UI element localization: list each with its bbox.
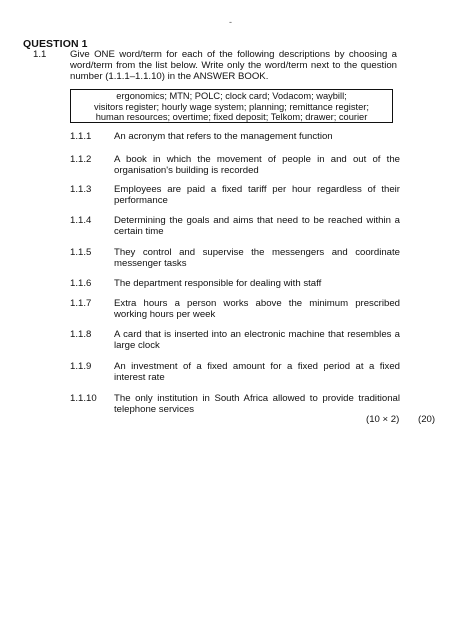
sub-question-number: 1.1 (33, 49, 47, 60)
word-list-line: ergonomics; MTN; POLC; clock card; Vodacom; waybill; (116, 91, 347, 101)
item-number: 1.1.10 (70, 393, 97, 404)
item-number: 1.1.4 (70, 215, 92, 226)
item-text: The department responsible for dealing with staff (114, 278, 322, 289)
marks-total: (20) (418, 414, 436, 425)
item-number: 1.1.1 (70, 131, 92, 142)
item-number: 1.1.5 (70, 247, 92, 258)
question-title: QUESTION 1 (23, 38, 88, 50)
item-text: Determining the goals and aims that need to be reached within a certain time (114, 215, 400, 237)
item-number: 1.1.2 (70, 154, 92, 165)
word-list-line: visitors register; hourly wage system; planning; remittance register; (94, 101, 369, 112)
item-text: An acronym that refers to the management function (114, 131, 333, 142)
item-number: 1.1.7 (70, 298, 92, 309)
item-number: 1.1.9 (70, 361, 92, 372)
item-number: 1.1.3 (70, 184, 92, 195)
marks-calculation: (10 × 2) (366, 414, 400, 425)
item-text: They control and supervise the messengers and coordinate messenger tasks (114, 247, 400, 269)
item-text: Extra hours a person works above the minimum prescribed working hours per week (114, 298, 400, 320)
item-number: 1.1.6 (70, 278, 92, 289)
word-list-box (70, 89, 393, 123)
question-instructions: Give ONE word/term for each of the following descriptions by choosing a word/term from the list below. Write only the word/term next to the question number (1.1.1–1.1.10) in the ANSWER BOOK. (70, 49, 397, 82)
item-text: Employees are paid a fixed tariff per hour regardless of their performance (114, 184, 400, 206)
item-text: A card that is inserted into an electronic machine that resembles a large clock (114, 329, 400, 351)
item-text: The only institution in South Africa allowed to provide traditional telephone services (114, 393, 400, 415)
page-mark: - (229, 17, 232, 27)
word-list-line: human resources; overtime; fixed deposit; Telkom; drawer; courier (95, 112, 368, 123)
item-text: A book in which the movement of people in and out of the organisation's building is recorded (114, 154, 400, 176)
item-text: An investment of a fixed amount for a fixed period at a fixed interest rate (114, 361, 400, 383)
item-number: 1.1.8 (70, 329, 92, 340)
